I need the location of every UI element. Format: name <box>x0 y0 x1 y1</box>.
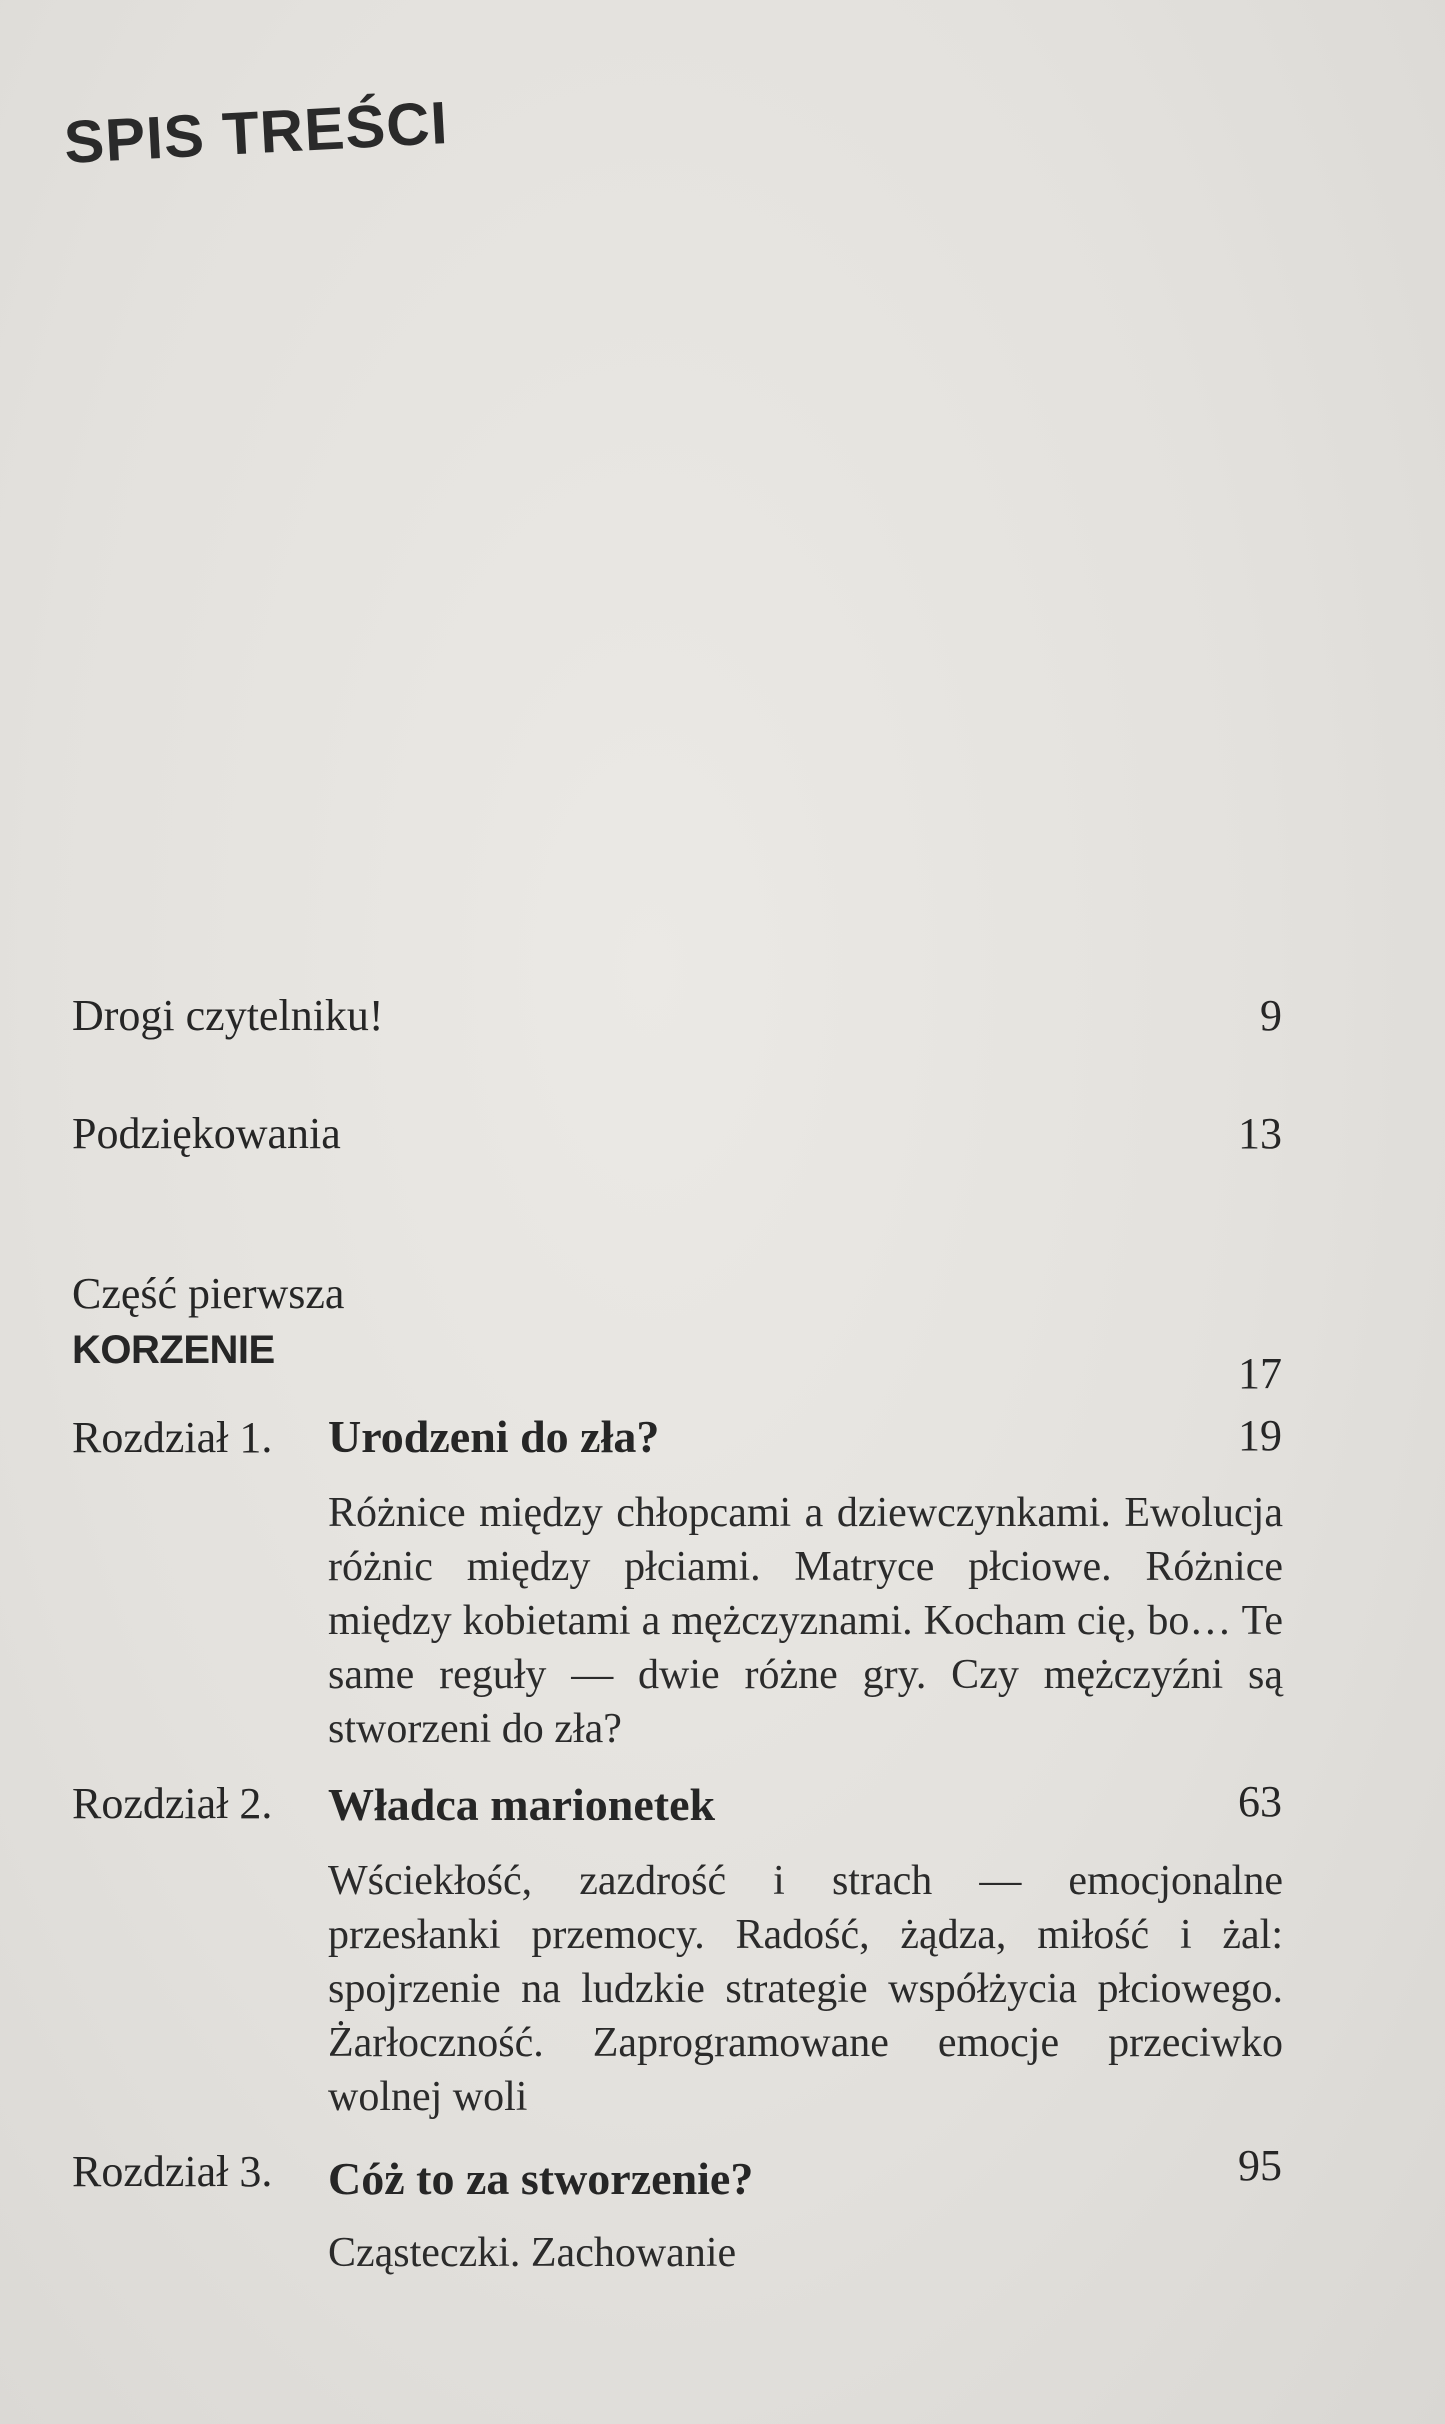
toc-page-acknowledgements: 13 <box>1238 1109 1282 1158</box>
chapter-description: Różnice między chłopcami a dziewczynkami. Ewolucja różnic między płciami. Matryce płciowe. Różnice między kobietami a mężczyznami. Kocham cię, bo… Te same reguły — dwie różne gry. Czy mężczyźni są stworzeni do zła? <box>328 1490 1283 1752</box>
toc-entry-acknowledgements: Podziękowania <box>72 1109 341 1158</box>
chapter-label: Rozdział 1. <box>72 1413 273 1462</box>
chapter-label: Rozdział 3. <box>72 2147 273 2196</box>
chapter-description: Wściekłość, zazdrość i strach — emocjonalne przesłanki przemocy. Radość, żądza, miłość i żal: spojrzenie na ludzkie strategie współżycia płciowego. Żarłoczność. Zaprogramowane emocje przeciwko wolnej woli <box>328 1858 1283 2120</box>
chapter-title: Cóż to za stworzenie? <box>328 2153 754 2204</box>
chapter-page: 19 <box>1238 1411 1282 1460</box>
chapter-label: Rozdział 2. <box>72 1779 273 1828</box>
chapter-title: Urodzeni do zła? <box>328 1411 660 1462</box>
part-page: 17 <box>1238 1349 1282 1398</box>
page-title: SPIS TREŚCI <box>62 88 450 177</box>
chapter-page: 95 <box>1238 2141 1282 2190</box>
chapter-description: Cząsteczki. Zachowanie <box>328 2230 737 2276</box>
chapter-title: Władca marionetek <box>328 1779 716 1830</box>
part-title: KORZENIE <box>72 1328 275 1372</box>
chapter-page: 63 <box>1238 1777 1282 1826</box>
toc-page-reader-note: 9 <box>1260 991 1282 1040</box>
part-label: Część pierwsza <box>72 1269 345 1318</box>
toc-entry-reader-note: Drogi czytelniku! <box>72 991 384 1040</box>
